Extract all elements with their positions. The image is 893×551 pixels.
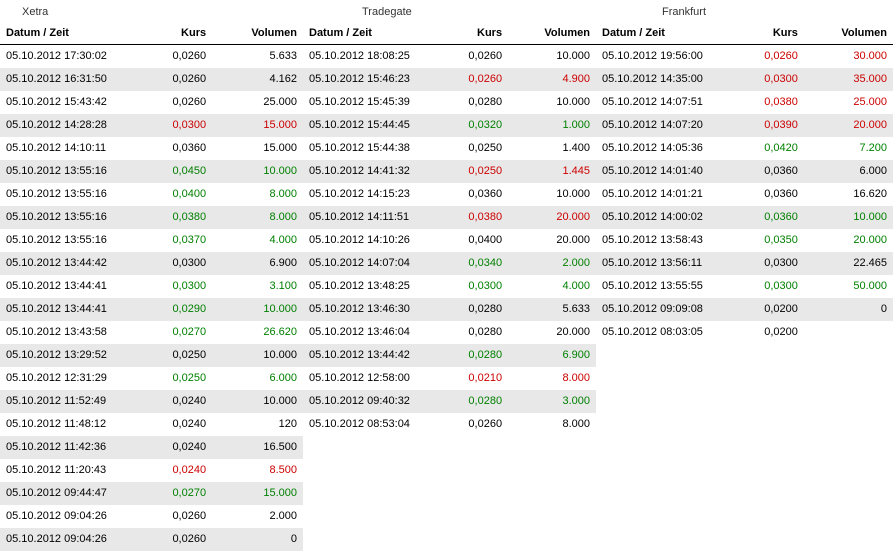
cell-datetime: 05.10.2012 13:55:16 [0,229,139,252]
cell-datetime: 05.10.2012 13:43:58 [0,321,139,344]
cell-datetime: 05.10.2012 16:31:50 [0,68,139,91]
cell-price: 0,0280 [438,91,508,114]
cell-volume: 8.000 [508,413,596,436]
cell-price: 0,0250 [438,137,508,160]
table-row [303,298,596,321]
cell-volume: 20.000 [804,114,893,137]
table-row [596,321,893,344]
cell-datetime: 05.10.2012 14:10:11 [0,137,139,160]
cell-datetime: 05.10.2012 14:00:02 [596,206,733,229]
cell-volume: 16.620 [804,183,893,206]
table-row [0,344,303,367]
cell-price: 0,0240 [139,390,212,413]
cell-volume: 20.000 [508,229,596,252]
cell-price: 0,0300 [438,275,508,298]
table-row [0,275,303,298]
cell-datetime: 05.10.2012 14:01:21 [596,183,733,206]
cell-price: 0,0260 [139,68,212,91]
cell-volume: 15.000 [212,137,303,160]
cell-datetime: 05.10.2012 14:07:20 [596,114,733,137]
cell-price: 0,0200 [733,321,804,344]
table-row [303,206,596,229]
cell-volume: 16.500 [212,436,303,459]
cell-datetime: 05.10.2012 13:56:11 [596,252,733,275]
table-row [0,528,303,551]
table-row [596,298,893,321]
column-header-price: Kurs [733,24,804,45]
table-header-row [303,24,596,45]
column-header-price: Kurs [438,24,508,45]
cell-volume: 20.000 [508,206,596,229]
table-row [0,137,303,160]
table-row [303,91,596,114]
table-row [303,114,596,137]
cell-price: 0,0370 [139,229,212,252]
cell-price: 0,0300 [139,275,212,298]
cell-volume: 10.000 [508,45,596,69]
cell-price: 0,0260 [438,413,508,436]
cell-price: 0,0280 [438,390,508,413]
table-row [0,390,303,413]
cell-volume: 8.000 [212,206,303,229]
table-row [303,252,596,275]
cell-datetime: 05.10.2012 17:30:02 [0,45,139,69]
table-row [596,137,893,160]
cell-volume: 25.000 [804,91,893,114]
cell-price: 0,0420 [733,137,804,160]
table-row [0,183,303,206]
cell-price: 0,0400 [438,229,508,252]
table-row [596,252,893,275]
table-header-row [596,24,893,45]
column-header-date: Datum / Zeit [303,24,438,45]
cell-volume: 20.000 [508,321,596,344]
cell-price: 0,0360 [139,137,212,160]
cell-price: 0,0380 [733,91,804,114]
cell-volume: 30.000 [804,45,893,69]
cell-volume: 15.000 [212,114,303,137]
table-row [303,137,596,160]
cell-datetime: 05.10.2012 15:44:45 [303,114,438,137]
cell-price: 0,0300 [733,275,804,298]
cell-price: 0,0250 [139,367,212,390]
cell-volume: 7.200 [804,137,893,160]
cell-price: 0,0210 [438,367,508,390]
table-row [0,436,303,459]
cell-datetime: 05.10.2012 09:04:26 [0,528,139,551]
market-table-tradegate [303,24,596,436]
table-row [303,367,596,390]
cell-volume: 10.000 [212,390,303,413]
cell-volume: 20.000 [804,229,893,252]
table-row [303,390,596,413]
market-title-xetra: Xetra [22,6,48,18]
cell-price: 0,0260 [139,528,212,551]
market-table-xetra [0,24,303,551]
cell-datetime: 05.10.2012 11:48:12 [0,413,139,436]
market-title-tradegate: Tradegate [362,6,412,18]
market-titles [0,0,893,24]
table-row [0,114,303,137]
table-row [0,413,303,436]
cell-datetime: 05.10.2012 12:58:00 [303,367,438,390]
table-row [0,68,303,91]
table-row [596,68,893,91]
cell-volume: 5.633 [212,45,303,69]
table-row [596,206,893,229]
cell-price: 0,0250 [139,344,212,367]
cell-price: 0,0280 [438,344,508,367]
cell-volume: 2.000 [212,505,303,528]
cell-datetime: 05.10.2012 14:05:36 [596,137,733,160]
cell-price: 0,0400 [139,183,212,206]
cell-price: 0,0270 [139,321,212,344]
column-header-date: Datum / Zeit [0,24,139,45]
cell-price: 0,0350 [733,229,804,252]
cell-datetime: 05.10.2012 13:55:16 [0,206,139,229]
cell-datetime: 05.10.2012 14:15:23 [303,183,438,206]
cell-datetime: 05.10.2012 11:52:49 [0,390,139,413]
cell-datetime: 05.10.2012 14:41:32 [303,160,438,183]
table-row [0,321,303,344]
cell-price: 0,0340 [438,252,508,275]
cell-volume: 10.000 [212,298,303,321]
cell-volume: 5.633 [508,298,596,321]
cell-datetime: 05.10.2012 14:11:51 [303,206,438,229]
quotes-body-xetra [0,45,303,551]
cell-datetime: 05.10.2012 09:40:32 [303,390,438,413]
cell-volume: 1.000 [508,114,596,137]
column-header-price: Kurs [139,24,212,45]
table-row [0,252,303,275]
cell-datetime: 05.10.2012 15:44:38 [303,137,438,160]
cell-price: 0,0380 [139,206,212,229]
table-row [0,229,303,252]
cell-volume: 10.000 [508,91,596,114]
table-row [0,505,303,528]
table-row [596,229,893,252]
cell-price: 0,0260 [733,45,804,69]
table-row [303,45,596,69]
column-header-volume: Volumen [508,24,596,45]
cell-datetime: 05.10.2012 18:08:25 [303,45,438,69]
cell-price: 0,0260 [139,45,212,69]
table-row [303,68,596,91]
cell-volume: 25.000 [212,91,303,114]
cell-price: 0,0280 [438,298,508,321]
table-row [303,321,596,344]
table-row [0,482,303,505]
cell-price: 0,0300 [139,114,212,137]
cell-datetime: 05.10.2012 13:44:41 [0,298,139,321]
table-row [303,344,596,367]
cell-volume: 6.000 [804,160,893,183]
column-header-volume: Volumen [212,24,303,45]
cell-price: 0,0200 [733,298,804,321]
cell-datetime: 05.10.2012 15:46:23 [303,68,438,91]
cell-volume: 26.620 [212,321,303,344]
cell-price: 0,0450 [139,160,212,183]
cell-volume: 120 [212,413,303,436]
cell-datetime: 05.10.2012 13:44:42 [303,344,438,367]
cell-datetime: 05.10.2012 09:09:08 [596,298,733,321]
cell-datetime: 05.10.2012 13:44:41 [0,275,139,298]
table-row [596,114,893,137]
market-table-frankfurt [596,24,893,344]
cell-datetime: 05.10.2012 14:01:40 [596,160,733,183]
cell-datetime: 05.10.2012 12:31:29 [0,367,139,390]
cell-volume: 10.000 [804,206,893,229]
cell-volume: 8.500 [212,459,303,482]
cell-datetime: 05.10.2012 13:44:42 [0,252,139,275]
cell-price: 0,0240 [139,436,212,459]
table-row [596,91,893,114]
table-row [0,459,303,482]
cell-price: 0,0360 [733,160,804,183]
cell-volume: 8.000 [212,183,303,206]
cell-price: 0,0240 [139,413,212,436]
table-row [596,45,893,69]
table-row [0,206,303,229]
cell-volume: 1.445 [508,160,596,183]
table-row [303,229,596,252]
cell-volume: 10.000 [212,160,303,183]
cell-volume: 10.000 [212,344,303,367]
cell-volume: 15.000 [212,482,303,505]
cell-volume [804,321,893,344]
cell-volume: 3.100 [212,275,303,298]
cell-datetime: 05.10.2012 11:20:43 [0,459,139,482]
cell-price: 0,0240 [139,459,212,482]
cell-volume: 4.162 [212,68,303,91]
cell-price: 0,0260 [139,91,212,114]
cell-datetime: 05.10.2012 13:58:43 [596,229,733,252]
table-row [596,160,893,183]
cell-datetime: 05.10.2012 14:07:51 [596,91,733,114]
cell-price: 0,0380 [438,206,508,229]
cell-datetime: 05.10.2012 13:55:16 [0,160,139,183]
cell-volume: 4.000 [212,229,303,252]
cell-datetime: 05.10.2012 15:43:42 [0,91,139,114]
table-row [0,298,303,321]
cell-price: 0,0260 [438,45,508,69]
quotes-body-frankfurt [596,45,893,345]
table-row [303,275,596,298]
table-row [596,275,893,298]
cell-datetime: 05.10.2012 14:28:28 [0,114,139,137]
cell-datetime: 05.10.2012 13:29:52 [0,344,139,367]
cell-datetime: 05.10.2012 13:46:04 [303,321,438,344]
cell-volume: 6.900 [508,344,596,367]
cell-price: 0,0260 [139,505,212,528]
cell-datetime: 05.10.2012 19:56:00 [596,45,733,69]
cell-price: 0,0300 [733,68,804,91]
cell-volume: 0 [212,528,303,551]
table-row [0,160,303,183]
cell-price: 0,0320 [438,114,508,137]
cell-price: 0,0360 [733,183,804,206]
column-header-date: Datum / Zeit [596,24,733,45]
cell-price: 0,0300 [139,252,212,275]
cell-volume: 4.900 [508,68,596,91]
table-row [596,183,893,206]
cell-datetime: 05.10.2012 08:03:05 [596,321,733,344]
table-row [303,413,596,436]
cell-datetime: 05.10.2012 13:46:30 [303,298,438,321]
cell-price: 0,0390 [733,114,804,137]
quotes-table [596,24,893,344]
cell-datetime: 05.10.2012 14:35:00 [596,68,733,91]
cell-datetime: 05.10.2012 09:04:26 [0,505,139,528]
cell-volume: 22.465 [804,252,893,275]
cell-datetime: 05.10.2012 13:55:16 [0,183,139,206]
cell-datetime: 05.10.2012 09:44:47 [0,482,139,505]
cell-price: 0,0270 [139,482,212,505]
market-columns [0,24,893,551]
quotes-table [303,24,596,436]
cell-volume: 35.000 [804,68,893,91]
cell-volume: 4.000 [508,275,596,298]
cell-price: 0,0290 [139,298,212,321]
cell-datetime: 05.10.2012 15:45:39 [303,91,438,114]
cell-price: 0,0360 [733,206,804,229]
cell-price: 0,0250 [438,160,508,183]
cell-price: 0,0260 [438,68,508,91]
table-row [0,367,303,390]
cell-volume: 3.000 [508,390,596,413]
column-header-volume: Volumen [804,24,893,45]
market-title-frankfurt: Frankfurt [662,6,706,18]
cell-price: 0,0280 [438,321,508,344]
cell-volume: 2.000 [508,252,596,275]
cell-datetime: 05.10.2012 14:07:04 [303,252,438,275]
cell-volume: 10.000 [508,183,596,206]
cell-datetime: 05.10.2012 08:53:04 [303,413,438,436]
cell-datetime: 05.10.2012 11:42:36 [0,436,139,459]
cell-volume: 50.000 [804,275,893,298]
table-header-row [0,24,303,45]
cell-volume: 1.400 [508,137,596,160]
cell-price: 0,0360 [438,183,508,206]
table-row [0,45,303,69]
cell-price: 0,0300 [733,252,804,275]
cell-datetime: 05.10.2012 14:10:26 [303,229,438,252]
cell-volume: 6.000 [212,367,303,390]
cell-volume: 6.900 [212,252,303,275]
cell-volume: 8.000 [508,367,596,390]
table-row [303,183,596,206]
quotes-table [0,24,303,551]
cell-datetime: 05.10.2012 13:48:25 [303,275,438,298]
quotes-body-tradegate [303,45,596,437]
table-row [0,91,303,114]
cell-datetime: 05.10.2012 13:55:55 [596,275,733,298]
cell-volume: 0 [804,298,893,321]
table-row [303,160,596,183]
